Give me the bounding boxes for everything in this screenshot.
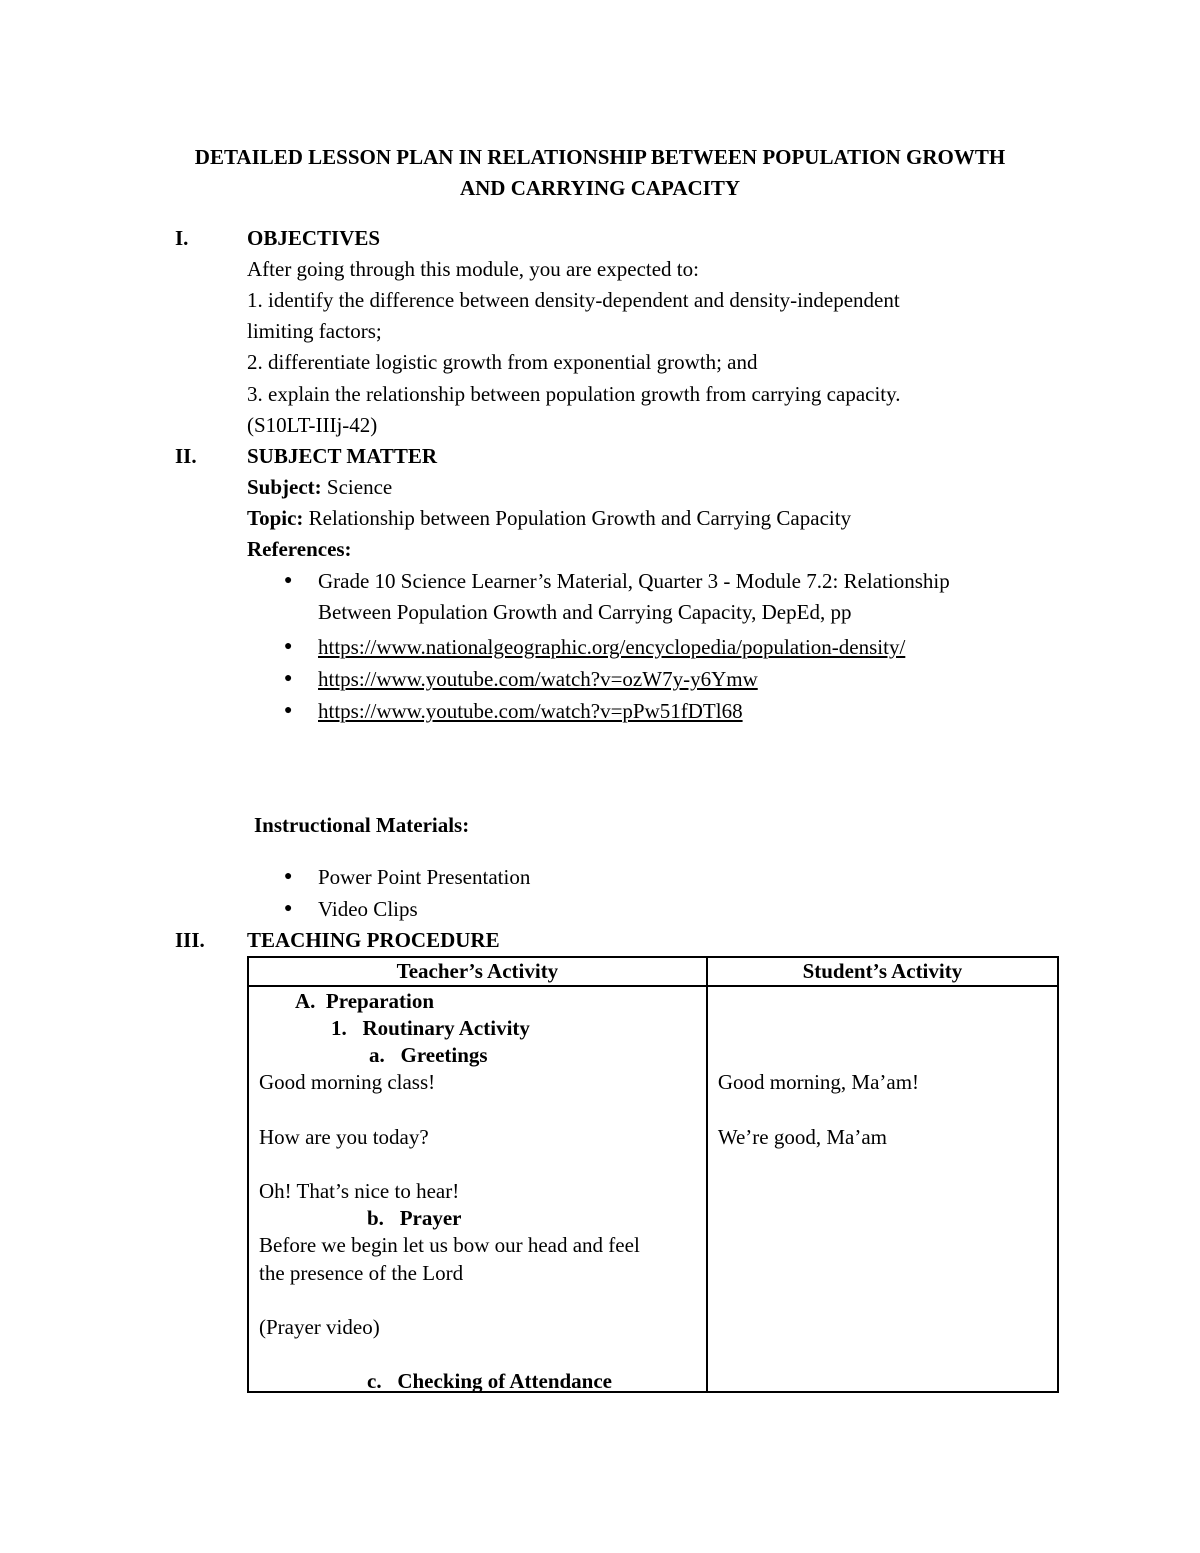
bullet-icon: ●	[284, 573, 293, 588]
table-row	[248, 986, 1058, 1392]
objectives-intro: After going through this module, you are expected to:	[247, 257, 699, 281]
step-greetings	[369, 1043, 488, 1068]
topic-line	[247, 506, 851, 531]
material-2: Video Clips	[318, 897, 418, 921]
step-1-text: Routinary Activity	[362, 1016, 530, 1040]
teacher-line-prayer-video: (Prayer video)	[259, 1315, 380, 1339]
step-prayer	[367, 1206, 461, 1231]
step-1-routinary	[331, 1016, 530, 1041]
procedure-heading: TEACHING PROCEDURE	[247, 928, 500, 952]
objective-3: 3. explain the relationship between population growth from carrying capacity.	[247, 382, 901, 406]
attendance-label: c.	[367, 1369, 382, 1393]
teacher-line-prayer-2: the presence of the Lord	[259, 1261, 464, 1285]
instructional-materials-label: Instructional Materials:	[254, 813, 470, 837]
title-line-1: DETAILED LESSON PLAN IN RELATIONSHIP BETWEEN POPULATION GROWTH	[194, 145, 1006, 169]
topic-label: Topic:	[247, 506, 304, 530]
table-header-row	[248, 957, 1058, 986]
student-line-good: We’re good, Ma’am	[717, 1125, 887, 1149]
teacher-line-how-are-you: How are you today?	[259, 1125, 429, 1149]
step-a-text: Preparation	[325, 989, 435, 1013]
student-line-good-morning: Good morning, Ma’am!	[717, 1070, 920, 1094]
subject-matter-number: II.	[175, 444, 197, 468]
objectives-heading: OBJECTIVES	[247, 226, 381, 250]
subject-line	[247, 475, 392, 500]
bullet-icon: ●	[284, 671, 293, 686]
step-1-label: 1.	[331, 1016, 347, 1040]
reference-link-national-geographic[interactable]: https://www.nationalgeographic.org/encyclopedia/population-density/	[318, 635, 906, 659]
bullet-icon: ●	[284, 639, 293, 654]
subject-matter-heading: SUBJECT MATTER	[247, 444, 438, 468]
prayer-label: b.	[367, 1206, 384, 1230]
step-a-label: A.	[295, 989, 316, 1013]
objective-1-line-2: limiting factors;	[247, 319, 382, 343]
reference-1-line-2: Between Population Growth and Carrying Capacity, DepEd, pp	[318, 600, 852, 624]
reference-link-youtube-1[interactable]: https://www.youtube.com/watch?v=ozW7y-y6Ymw	[318, 667, 758, 691]
bullet-icon: ●	[284, 869, 293, 884]
teacher-line-good-morning: Good morning class!	[259, 1070, 436, 1094]
bullet-icon: ●	[284, 703, 293, 718]
teacher-line-prayer-1: Before we begin let us bow our head and feel	[259, 1233, 640, 1257]
student-activity-header: Student’s Activity	[707, 957, 1058, 986]
teacher-activity-cell	[248, 986, 707, 1392]
objective-1-line-1: 1. identify the difference between density-dependent and density-independent	[247, 288, 900, 312]
procedure-number: III.	[175, 928, 205, 952]
teacher-activity-header: Teacher’s Activity	[248, 957, 707, 986]
topic-value: Relationship between Population Growth and Carrying Capacity	[303, 506, 852, 530]
subject-label: Subject:	[247, 475, 322, 499]
greetings-text: Greetings	[400, 1043, 488, 1067]
prayer-text: Prayer	[399, 1206, 462, 1230]
reference-link-youtube-2[interactable]: https://www.youtube.com/watch?v=pPw51fDTl68	[318, 699, 743, 723]
objectives-number: I.	[175, 226, 189, 250]
reference-1-line-1: Grade 10 Science Learner’s Material, Quarter 3 - Module 7.2: Relationship	[318, 569, 950, 593]
greetings-label: a.	[369, 1043, 385, 1067]
document-title	[100, 142, 1100, 204]
step-checking-attendance	[367, 1369, 612, 1394]
subject-value: Science	[321, 475, 393, 499]
title-line-2: AND CARRYING CAPACITY	[459, 176, 741, 200]
student-activity-cell	[707, 986, 1058, 1392]
teacher-line-nice-to-hear: Oh! That’s nice to hear!	[259, 1179, 460, 1203]
procedure-table	[247, 956, 1059, 1393]
step-a-preparation	[295, 989, 434, 1014]
bullet-icon: ●	[284, 901, 293, 916]
competency-code: (S10LT-IIIj-42)	[247, 413, 378, 437]
objective-2: 2. differentiate logistic growth from exponential growth; and	[247, 350, 758, 374]
material-1: Power Point Presentation	[318, 865, 531, 889]
references-label: References:	[247, 537, 352, 561]
attendance-text: Checking of Attendance	[397, 1369, 612, 1393]
